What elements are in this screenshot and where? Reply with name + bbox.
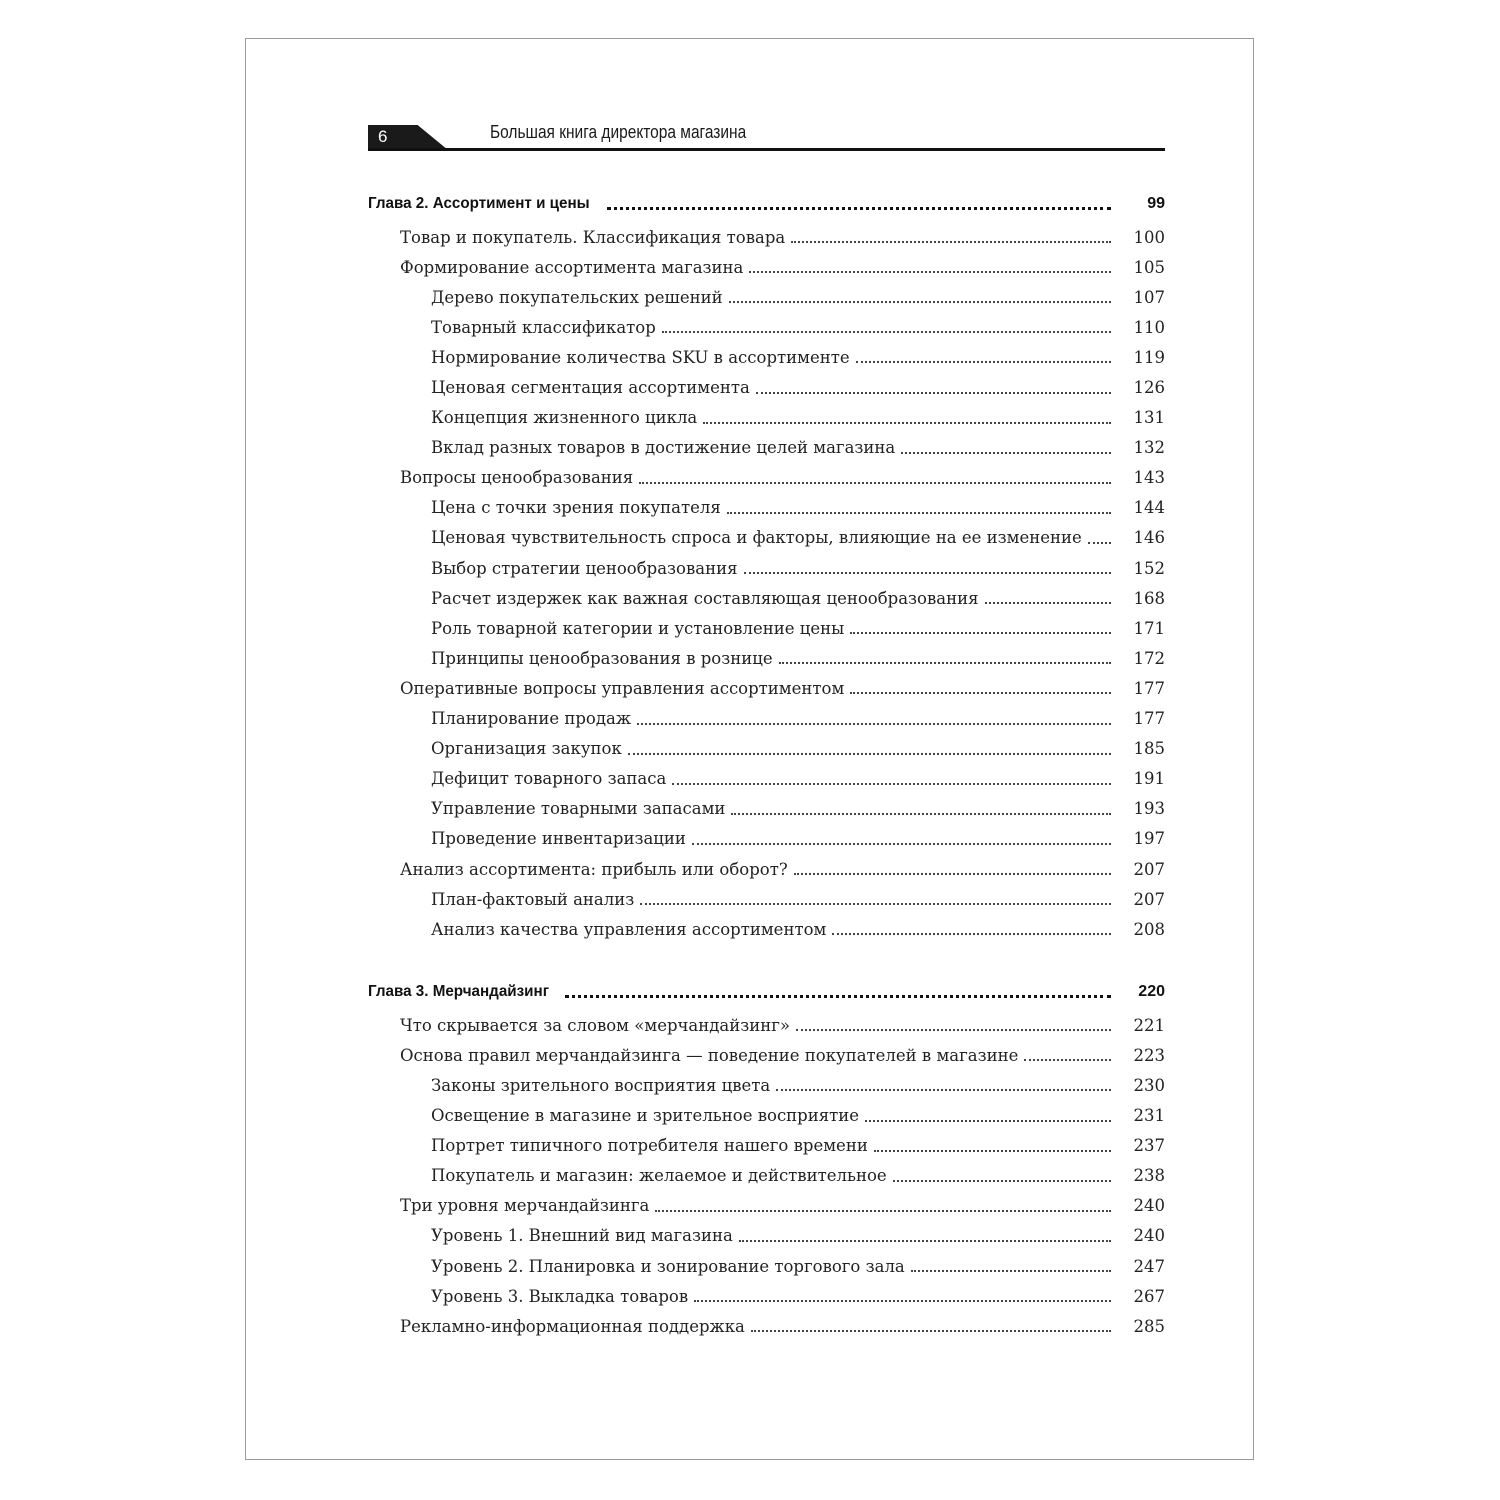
page-number: 6: [378, 127, 388, 146]
toc-entry: [368, 643, 1165, 673]
chapter-3-heading: [368, 974, 1165, 1010]
toc-entry-page: 191: [1133, 769, 1165, 789]
toc-entry-page: 221: [1133, 1015, 1165, 1035]
toc-entry-page: 223: [1133, 1045, 1165, 1065]
toc-entry-page: 177: [1133, 678, 1165, 698]
toc-entry-label: Роль товарной категории и установление цены: [431, 619, 850, 638]
toc-entry-label: Товар и покупатель. Классификация товара: [400, 228, 791, 247]
toc-entry: [368, 342, 1165, 372]
dot-leader: [832, 932, 1111, 935]
dot-leader: [850, 691, 1111, 694]
toc-entry-label: Проведение инвентаризации: [431, 829, 692, 848]
dot-leader: [985, 601, 1111, 604]
dot-leader: [628, 752, 1111, 755]
toc-entry-label: Вопросы ценообразования: [400, 468, 639, 487]
toc-entry-label: Рекламно-информационная поддержка: [400, 1317, 751, 1336]
toc-entry: [368, 1161, 1165, 1191]
toc-entry: [368, 1251, 1165, 1281]
toc-entry-label: Что скрывается за словом «мерчандайзинг»: [400, 1016, 796, 1035]
toc-entry-label: Нормирование количества SKU в ассортименте: [431, 348, 856, 367]
toc-entry: [368, 583, 1165, 613]
toc-entry-page: 267: [1133, 1286, 1165, 1306]
toc-entry-page: 143: [1133, 468, 1165, 488]
chapter-2-heading: [368, 186, 1165, 222]
toc-entry-page: 171: [1133, 618, 1165, 638]
toc-entry-label: Три уровня мерчандайзинга: [400, 1196, 655, 1215]
toc-entry-page: 107: [1133, 287, 1165, 307]
chapter-page: 220: [1138, 983, 1165, 1001]
toc-entry-page: 285: [1133, 1316, 1165, 1336]
toc-entry-page: 177: [1133, 709, 1165, 729]
toc-entry: [368, 282, 1165, 312]
toc-entry: [368, 1010, 1165, 1040]
toc-entry-label: Ценовая сегментация ассортимента: [431, 378, 756, 397]
toc-entry-label: Управление товарными запасами: [431, 799, 731, 818]
toc-entry: [368, 613, 1165, 643]
toc-entry-label: Цена с точки зрения покупателя: [431, 498, 727, 517]
toc-entry-label: Освещение в магазине и зрительное восприятие: [431, 1106, 865, 1125]
chapter-2-entries: [368, 222, 1165, 944]
toc-entry-page: 231: [1133, 1106, 1165, 1126]
toc-entry-page: 110: [1133, 317, 1165, 337]
toc-entry: [368, 1101, 1165, 1131]
toc-entry-page: 146: [1133, 528, 1165, 548]
toc-entry: [368, 433, 1165, 463]
toc-entry: [368, 312, 1165, 342]
toc-entry-label: Вклад разных товаров в достижение целей магазина: [431, 438, 901, 457]
toc-entry-page: 105: [1133, 257, 1165, 277]
toc-entry-page: 132: [1133, 438, 1165, 458]
toc-entry-label: Принципы ценообразования в рознице: [431, 649, 779, 668]
dot-leader: [776, 1088, 1111, 1091]
toc-entry-page: 152: [1133, 558, 1165, 578]
toc-entry-page: 119: [1133, 347, 1165, 367]
toc-entry-label: Товарный классификатор: [431, 318, 662, 337]
chapter-3-entries: [368, 1010, 1165, 1341]
chapter-title: Глава 3. Мерчандайзинг: [368, 983, 555, 1001]
toc-entry: [368, 854, 1165, 884]
dot-leader: [694, 1299, 1111, 1302]
toc-entry: [368, 463, 1165, 493]
toc-entry: [368, 914, 1165, 944]
dot-leader: [865, 1119, 1111, 1122]
toc-entry-label: Анализ ассортимента: прибыль или оборот?: [400, 860, 794, 879]
dot-leader: [729, 300, 1111, 303]
toc-entry: [368, 1191, 1165, 1221]
dot-leader: [756, 391, 1111, 394]
toc-entry-label: Ценовая чувствительность спроса и факторы, влияющие на ее изменение: [431, 528, 1088, 547]
toc-entry: [368, 673, 1165, 703]
toc-entry-label: Анализ качества управления ассортиментом: [431, 920, 832, 939]
toc-entry: [368, 523, 1165, 553]
dot-leader: [911, 1269, 1111, 1272]
dot-leader: [850, 631, 1111, 634]
toc-entry-page: 237: [1133, 1136, 1165, 1156]
toc-entry-label: Уровень 1. Внешний вид магазина: [431, 1226, 739, 1245]
toc-entry: [368, 824, 1165, 854]
toc-entry-label: Дерево покупательских решений: [431, 288, 729, 307]
toc-entry-label: Расчет издержек как важная составляющая ценообразования: [431, 589, 985, 608]
dot-leader: [791, 240, 1111, 243]
dot-leader: [639, 481, 1111, 484]
dot-leader: [794, 872, 1111, 875]
toc-entry-label: Законы зрительного восприятия цвета: [431, 1076, 776, 1095]
running-header: [368, 122, 1165, 152]
dot-leader: [751, 1329, 1111, 1332]
toc-entry-label: Уровень 3. Выкладка товаров: [431, 1287, 694, 1306]
toc-entry-page: 238: [1133, 1166, 1165, 1186]
chapter-title: Глава 2. Ассортимент и цены: [368, 195, 595, 213]
book-title: Большая книга директора магазина: [490, 122, 747, 142]
toc-entry: [368, 1281, 1165, 1311]
header-rule: [368, 148, 1165, 151]
toc-entry-page: 144: [1133, 498, 1165, 518]
dot-leader: [692, 842, 1111, 845]
dot-leader: [731, 812, 1111, 815]
toc-entry: [368, 372, 1165, 402]
dot-leader: [565, 994, 1111, 998]
toc-entry-label: Основа правил мерчандайзинга — поведение покупателей в магазине: [400, 1046, 1024, 1065]
dot-leader: [744, 571, 1111, 574]
dot-leader: [703, 421, 1111, 424]
dot-leader: [1024, 1058, 1111, 1061]
dot-leader: [874, 1149, 1111, 1152]
toc-entry-label: Организация закупок: [431, 739, 628, 758]
toc-entry: [368, 884, 1165, 914]
toc-entry: [368, 794, 1165, 824]
toc-entry: [368, 1221, 1165, 1251]
toc-entry-page: 197: [1133, 829, 1165, 849]
toc-entry-page: 207: [1133, 889, 1165, 909]
toc-entry-page: 208: [1133, 919, 1165, 939]
toc-entry: [368, 1311, 1165, 1341]
dot-leader: [901, 451, 1111, 454]
dot-leader: [856, 360, 1111, 363]
toc-entry-page: 185: [1133, 739, 1165, 759]
toc-entry-page: 172: [1133, 648, 1165, 668]
toc-entry: [368, 553, 1165, 583]
toc-entry-page: 207: [1133, 859, 1165, 879]
toc-entry: [368, 704, 1165, 734]
toc-entry-label: Концепция жизненного цикла: [431, 408, 703, 427]
dot-leader: [749, 270, 1111, 273]
dot-leader: [796, 1028, 1111, 1031]
toc-entry-label: План-фактовый анализ: [431, 890, 640, 909]
toc-entry-page: 193: [1133, 799, 1165, 819]
dot-leader: [672, 782, 1111, 785]
dot-leader: [1088, 541, 1111, 544]
toc-entry-page: 168: [1133, 588, 1165, 608]
toc-entry-page: 240: [1133, 1226, 1165, 1246]
toc-entry: [368, 403, 1165, 433]
toc-entry-label: Уровень 2. Планировка и зонирование торгового зала: [431, 1257, 911, 1276]
toc-entry: [368, 1040, 1165, 1070]
dot-leader: [779, 661, 1111, 664]
toc-entry: [368, 222, 1165, 252]
table-of-contents: [368, 186, 1165, 1341]
dot-leader: [637, 722, 1111, 725]
toc-entry-label: Оперативные вопросы управления ассортиментом: [400, 679, 850, 698]
dot-leader: [662, 330, 1111, 333]
toc-entry-page: 126: [1133, 378, 1165, 398]
dot-leader: [655, 1209, 1111, 1212]
toc-entry-page: 131: [1133, 408, 1165, 428]
toc-entry-page: 240: [1133, 1196, 1165, 1216]
toc-entry: [368, 493, 1165, 523]
toc-entry: [368, 1131, 1165, 1161]
toc-entry: [368, 252, 1165, 282]
toc-entry-label: Дефицит товарного запаса: [431, 769, 672, 788]
dot-leader: [640, 902, 1111, 905]
toc-entry-label: Покупатель и магазин: желаемое и действительное: [431, 1166, 893, 1185]
toc-entry-page: 247: [1133, 1256, 1165, 1276]
toc-entry: [368, 1070, 1165, 1100]
dot-leader: [607, 206, 1111, 210]
dot-leader: [727, 511, 1111, 514]
toc-entry-label: Портрет типичного потребителя нашего времени: [431, 1136, 874, 1155]
chapter-page: 99: [1147, 195, 1165, 212]
toc-entry-label: Формирование ассортимента магазина: [400, 258, 749, 277]
toc-entry-page: 230: [1133, 1075, 1165, 1095]
toc-entry: [368, 764, 1165, 794]
dot-leader: [893, 1179, 1111, 1182]
toc-entry: [368, 734, 1165, 764]
toc-entry-label: Планирование продаж: [431, 709, 637, 728]
toc-entry-page: 100: [1133, 227, 1165, 247]
dot-leader: [739, 1239, 1111, 1242]
toc-entry-label: Выбор стратегии ценообразования: [431, 559, 744, 578]
